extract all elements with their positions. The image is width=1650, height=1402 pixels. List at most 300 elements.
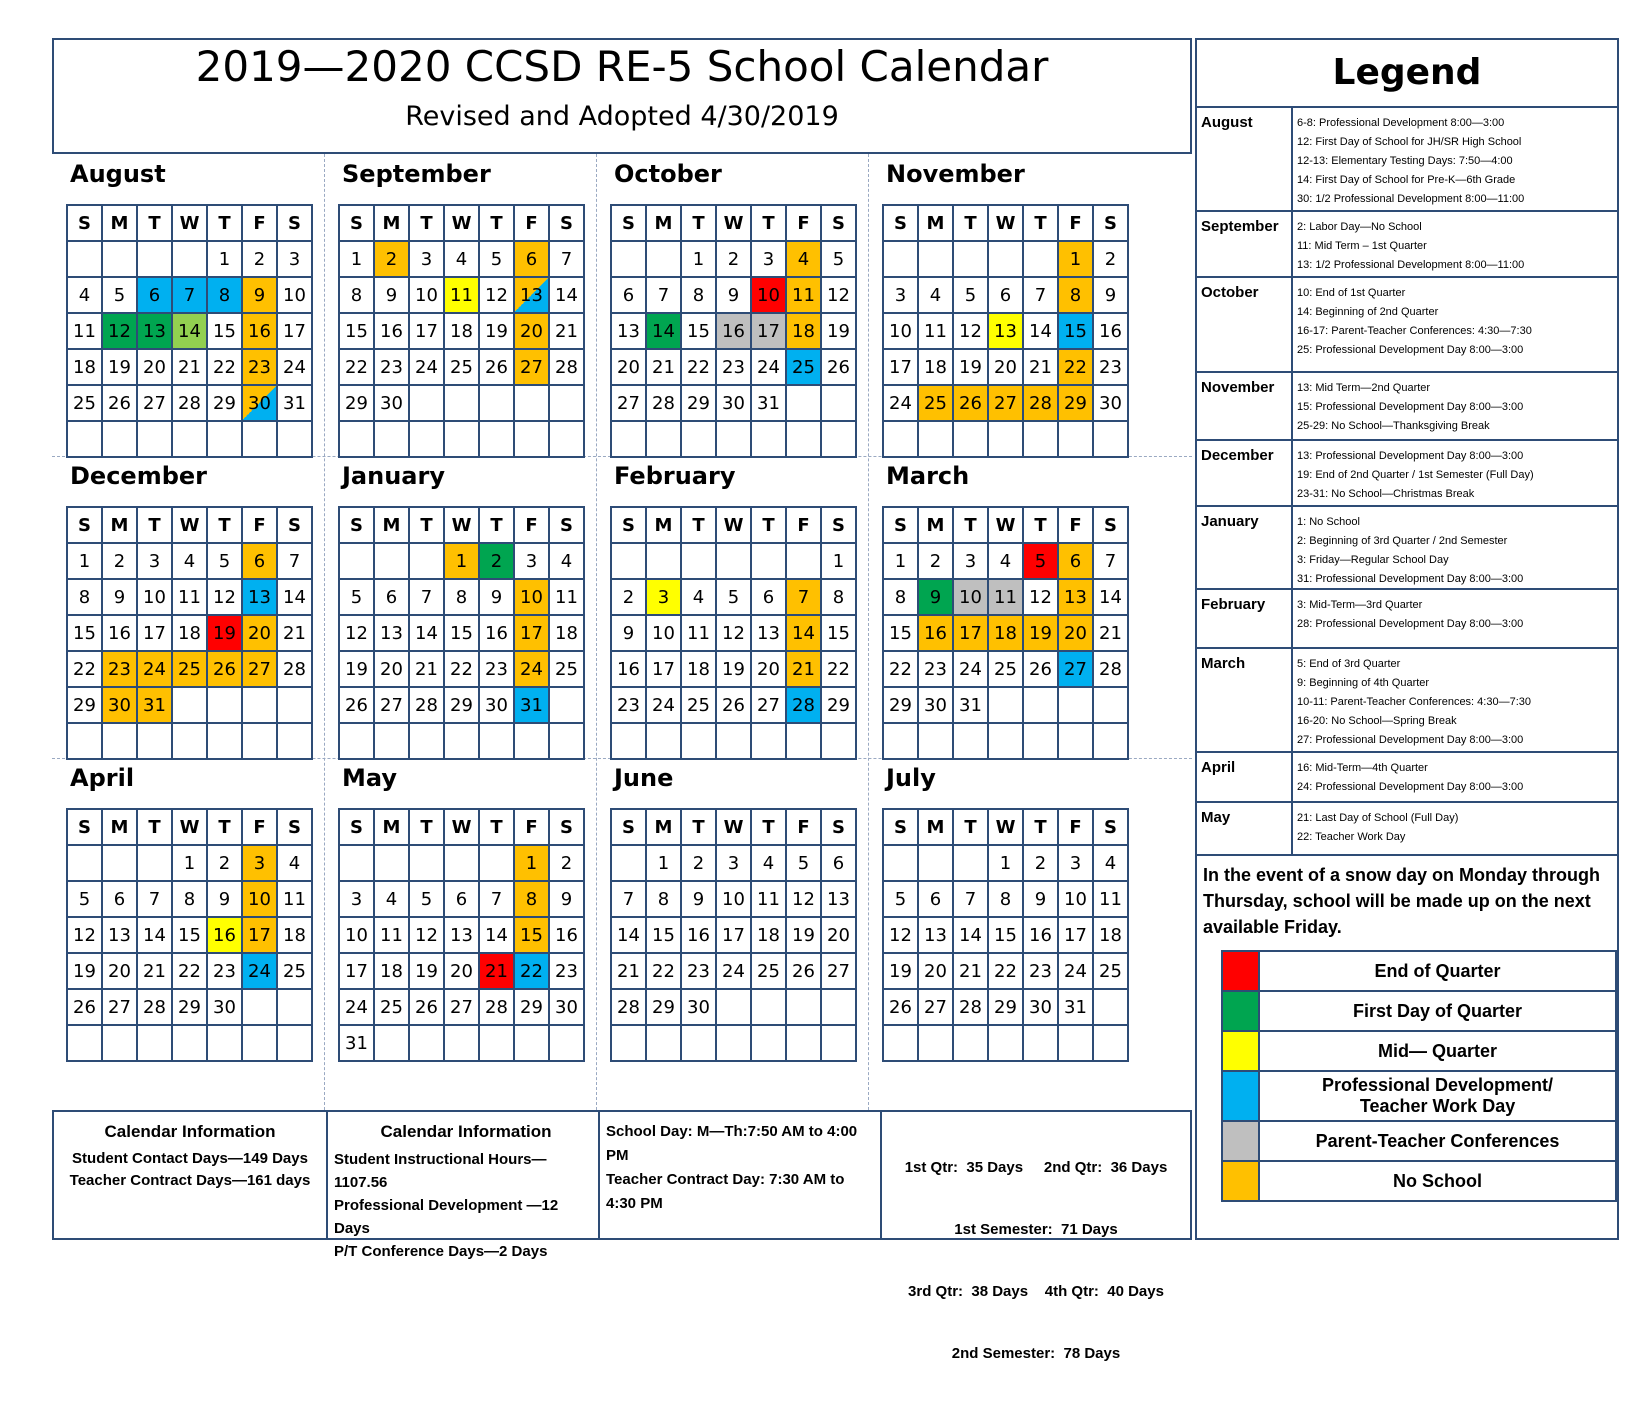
- empty-cell: [918, 845, 953, 881]
- day-cell: 22: [988, 953, 1023, 989]
- empty-cell: [207, 421, 242, 457]
- day-cell: 26: [821, 349, 856, 385]
- day-cell: 28: [611, 989, 646, 1025]
- day-cell: 12: [1023, 579, 1058, 615]
- empty-cell: [549, 385, 584, 421]
- legend-divider: [1291, 649, 1293, 751]
- empty-cell: [67, 241, 102, 277]
- weekday-label: S: [883, 809, 918, 845]
- day-cell: 26: [883, 989, 918, 1025]
- day-cell: 21: [611, 953, 646, 989]
- weekday-header-row: [67, 809, 312, 845]
- weekday-label: S: [821, 809, 856, 845]
- empty-cell: [716, 989, 751, 1025]
- empty-cell: [172, 1025, 207, 1061]
- day-cell: 28: [137, 989, 172, 1025]
- empty-cell: [751, 421, 786, 457]
- day-cell: 26: [1023, 651, 1058, 687]
- day-cell: 30: [918, 687, 953, 723]
- empty-cell: [1023, 723, 1058, 759]
- empty-cell: [918, 421, 953, 457]
- empty-cell: [988, 1025, 1023, 1061]
- day-cell: 31: [137, 687, 172, 723]
- key-row: [1222, 1071, 1616, 1121]
- day-cell: 27: [611, 385, 646, 421]
- month-october: [596, 154, 868, 456]
- month-calendar: [882, 808, 1129, 1062]
- week-row: [611, 953, 856, 989]
- day-cell: 11: [918, 313, 953, 349]
- day-cell: 14: [1093, 579, 1128, 615]
- empty-cell: [409, 385, 444, 421]
- empty-cell: [549, 723, 584, 759]
- legend-event: 22: Teacher Work Day: [1297, 831, 1406, 843]
- day-cell: 9: [207, 881, 242, 917]
- month-name: October: [614, 160, 722, 188]
- day-cell: 21: [953, 953, 988, 989]
- week-row: [67, 723, 312, 759]
- legend-events: [1297, 809, 1458, 847]
- day-cell: 24: [339, 989, 374, 1025]
- day-cell: 9: [1093, 277, 1128, 313]
- empty-cell: [137, 1025, 172, 1061]
- month-march: [868, 456, 1192, 758]
- empty-cell: [514, 723, 549, 759]
- day-cell: 20: [988, 349, 1023, 385]
- day-cell: 6: [821, 845, 856, 881]
- day-cell: 10: [716, 881, 751, 917]
- day-cell: 31: [1058, 989, 1093, 1025]
- day-cell: 18: [444, 313, 479, 349]
- day-cell: 14: [1023, 313, 1058, 349]
- weekday-label: S: [1093, 809, 1128, 845]
- key-swatch: [1222, 1071, 1259, 1121]
- week-row: [339, 421, 584, 457]
- day-cell: 4: [374, 881, 409, 917]
- week-row: [67, 845, 312, 881]
- week-row: [67, 881, 312, 917]
- empty-cell: [953, 1025, 988, 1061]
- day-cell: 16: [918, 615, 953, 651]
- day-cell: 29: [207, 385, 242, 421]
- legend-event: 16-20: No School—Spring Break: [1297, 715, 1457, 727]
- week-row: [67, 651, 312, 687]
- legend-divider: [1291, 507, 1293, 588]
- legend-month: March: [1201, 655, 1246, 672]
- day-cell: 18: [549, 615, 584, 651]
- key-row: [1222, 951, 1616, 991]
- key-row: [1222, 1031, 1616, 1071]
- day-cell: 9: [102, 579, 137, 615]
- day-cell: 13: [1058, 579, 1093, 615]
- day-cell: 9: [479, 579, 514, 615]
- empty-cell: [374, 1025, 409, 1061]
- week-row: [67, 953, 312, 989]
- empty-cell: [479, 845, 514, 881]
- empty-cell: [409, 1025, 444, 1061]
- day-cell: 15: [67, 615, 102, 651]
- day-cell: 26: [409, 989, 444, 1025]
- empty-cell: [1023, 421, 1058, 457]
- day-cell: 26: [716, 687, 751, 723]
- day-cell: 8: [514, 881, 549, 917]
- week-row: [611, 845, 856, 881]
- weekday-label: T: [1023, 507, 1058, 543]
- weekday-header-row: [883, 205, 1128, 241]
- day-cell: 18: [988, 615, 1023, 651]
- quarter-days-info: [880, 1112, 1190, 1362]
- week-row: [339, 845, 584, 881]
- day-cell: 13: [102, 917, 137, 953]
- empty-cell: [102, 421, 137, 457]
- day-cell: 14: [479, 917, 514, 953]
- legend-event: 6-8: Professional Development 8:00—3:00: [1297, 117, 1505, 129]
- day-cell: 3: [751, 241, 786, 277]
- empty-cell: [514, 385, 549, 421]
- week-row: [883, 1025, 1128, 1061]
- legend-events: [1297, 513, 1523, 589]
- day-cell: 17: [137, 615, 172, 651]
- week-row: [67, 277, 312, 313]
- legend-divider: [1291, 590, 1293, 647]
- day-cell: 11: [67, 313, 102, 349]
- day-cell: 7: [172, 277, 207, 313]
- page-title: 2019—2020 CCSD RE-5 School Calendar: [195, 42, 1049, 91]
- day-cell: 29: [67, 687, 102, 723]
- day-cell: 7: [1093, 543, 1128, 579]
- day-cell: 6: [988, 277, 1023, 313]
- day-cell: 20: [821, 917, 856, 953]
- month-calendar: [882, 506, 1129, 760]
- day-cell: 30: [242, 385, 277, 421]
- day-cell: 29: [883, 687, 918, 723]
- weekday-label: S: [1093, 507, 1128, 543]
- day-cell: 24: [409, 349, 444, 385]
- weekday-label: F: [514, 205, 549, 241]
- legend-event: 1: No School: [1297, 516, 1360, 528]
- empty-cell: [821, 1025, 856, 1061]
- info-line: Student Instructional Hours—1107.56: [334, 1151, 547, 1191]
- day-cell: 1: [988, 845, 1023, 881]
- legend-divider: [1291, 441, 1293, 505]
- day-cell: 29: [444, 687, 479, 723]
- legend-event: 9: Beginning of 4th Quarter: [1297, 677, 1430, 689]
- day-cell: 8: [207, 277, 242, 313]
- calendar-info-bar: [52, 1110, 1192, 1362]
- day-cell: 8: [681, 277, 716, 313]
- weekday-label: S: [549, 809, 584, 845]
- legend-event: 23-31: No School—Christmas Break: [1297, 488, 1475, 500]
- day-cell: 28: [953, 989, 988, 1025]
- day-cell: 27: [1058, 651, 1093, 687]
- week-row: [883, 615, 1128, 651]
- day-cell: 24: [883, 385, 918, 421]
- legend-event: 10: End of 1st Quarter: [1297, 287, 1406, 299]
- day-cell: 17: [646, 651, 681, 687]
- weekday-header-row: [611, 507, 856, 543]
- legend-event: 15: Professional Development Day 8:00—3:00: [1297, 401, 1524, 413]
- day-cell: 1: [207, 241, 242, 277]
- day-cell: 1: [172, 845, 207, 881]
- empty-cell: [479, 421, 514, 457]
- empty-cell: [646, 241, 681, 277]
- day-cell: 18: [277, 917, 312, 953]
- day-cell: 23: [207, 953, 242, 989]
- day-cell: 13: [821, 881, 856, 917]
- day-cell: 16: [242, 313, 277, 349]
- empty-cell: [67, 1025, 102, 1061]
- empty-cell: [611, 723, 646, 759]
- day-cell: 6: [242, 543, 277, 579]
- day-cell: 1: [821, 543, 856, 579]
- day-cell: 17: [716, 917, 751, 953]
- weekday-label: T: [953, 809, 988, 845]
- empty-cell: [1093, 1025, 1128, 1061]
- week-row: [883, 385, 1128, 421]
- day-cell: 17: [751, 313, 786, 349]
- empty-cell: [444, 1025, 479, 1061]
- day-cell: 29: [821, 687, 856, 723]
- day-cell: 29: [988, 989, 1023, 1025]
- day-cell: 7: [646, 277, 681, 313]
- legend-divider: [1291, 803, 1293, 854]
- day-cell: 17: [514, 615, 549, 651]
- day-cell: 10: [1058, 881, 1093, 917]
- weekday-label: T: [681, 507, 716, 543]
- day-cell: 16: [716, 313, 751, 349]
- week-row: [883, 421, 1128, 457]
- day-cell: 25: [988, 651, 1023, 687]
- day-cell: 22: [883, 651, 918, 687]
- legend-event: 2: Beginning of 3rd Quarter / 2nd Semester: [1297, 535, 1508, 547]
- day-cell: 7: [549, 241, 584, 277]
- day-cell: 7: [277, 543, 312, 579]
- day-cell: 21: [1093, 615, 1128, 651]
- day-cell: 5: [821, 241, 856, 277]
- empty-cell: [339, 543, 374, 579]
- weekday-label: W: [172, 205, 207, 241]
- day-cell: 12: [716, 615, 751, 651]
- empty-cell: [1023, 687, 1058, 723]
- weekday-label: W: [172, 809, 207, 845]
- month-calendar: [610, 808, 857, 1062]
- legend-month: August: [1201, 114, 1253, 131]
- week-row: [339, 723, 584, 759]
- legend-event: 5: End of 3rd Quarter: [1297, 658, 1401, 670]
- legend-month: May: [1201, 809, 1231, 826]
- day-cell: 25: [172, 651, 207, 687]
- week-row: [611, 615, 856, 651]
- day-cell: 3: [1058, 845, 1093, 881]
- key-row: [1222, 1161, 1616, 1201]
- day-cell: 12: [786, 881, 821, 917]
- day-cell: 23: [1093, 349, 1128, 385]
- day-cell: 25: [549, 651, 584, 687]
- day-cell: 2: [549, 845, 584, 881]
- day-cell: 28: [277, 651, 312, 687]
- empty-cell: [953, 241, 988, 277]
- day-cell: 5: [1023, 543, 1058, 579]
- day-cell: 5: [409, 881, 444, 917]
- week-row: [67, 579, 312, 615]
- weekday-label: W: [444, 507, 479, 543]
- weekday-label: M: [646, 809, 681, 845]
- day-cell: 4: [681, 579, 716, 615]
- legend-event: 13: Mid Term—2nd Quarter: [1297, 382, 1431, 394]
- empty-cell: [242, 421, 277, 457]
- day-cell: 13: [137, 313, 172, 349]
- day-cell: 27: [514, 349, 549, 385]
- week-row: [611, 349, 856, 385]
- day-cell: 28: [1093, 651, 1128, 687]
- key-label: End of Quarter: [1259, 951, 1616, 991]
- day-cell: 23: [681, 953, 716, 989]
- day-cell: 24: [137, 651, 172, 687]
- info-line: 1st Qtr: 35 Days 2nd Qtr: 36 Days: [904, 1159, 1168, 1176]
- empty-cell: [918, 1025, 953, 1061]
- day-cell: 20: [137, 349, 172, 385]
- day-cell: 27: [918, 989, 953, 1025]
- day-cell: 9: [1023, 881, 1058, 917]
- weekday-label: S: [821, 205, 856, 241]
- empty-cell: [207, 687, 242, 723]
- day-cell: 11: [751, 881, 786, 917]
- day-cell: 3: [339, 881, 374, 917]
- month-name: November: [886, 160, 1025, 188]
- weekday-label: M: [918, 507, 953, 543]
- day-cell: 29: [681, 385, 716, 421]
- day-cell: 5: [716, 579, 751, 615]
- calendar-info-2: [326, 1112, 598, 1260]
- day-cell: 8: [339, 277, 374, 313]
- weekday-label: T: [681, 205, 716, 241]
- week-row: [339, 917, 584, 953]
- empty-cell: [242, 1025, 277, 1061]
- day-cell: 28: [549, 349, 584, 385]
- weekday-label: S: [611, 205, 646, 241]
- legend-event: 12: First Day of School for JH/SR High School: [1297, 136, 1522, 148]
- week-row: [339, 241, 584, 277]
- day-cell: 12: [339, 615, 374, 651]
- day-cell: 10: [409, 277, 444, 313]
- empty-cell: [277, 723, 312, 759]
- legend-divider: [1291, 278, 1293, 371]
- day-cell: 23: [102, 651, 137, 687]
- legend-events: [1297, 218, 1524, 275]
- day-cell: 11: [681, 615, 716, 651]
- day-cell: 22: [681, 349, 716, 385]
- day-cell: 1: [681, 241, 716, 277]
- day-cell: 10: [277, 277, 312, 313]
- day-cell: 8: [172, 881, 207, 917]
- week-row: [611, 543, 856, 579]
- week-row: [611, 651, 856, 687]
- info-line: School Day: M—Th:7:50 AM to 4:00 PM: [606, 1123, 858, 1164]
- weekday-label: W: [716, 507, 751, 543]
- legend-events: [1297, 759, 1523, 797]
- day-cell: 16: [611, 651, 646, 687]
- weekday-label: M: [102, 205, 137, 241]
- empty-cell: [549, 687, 584, 723]
- day-cell: 22: [207, 349, 242, 385]
- weekday-label: S: [67, 507, 102, 543]
- legend-events: [1297, 447, 1534, 504]
- info-heading: Calendar Information: [380, 1122, 552, 1141]
- empty-cell: [277, 1025, 312, 1061]
- empty-cell: [277, 989, 312, 1025]
- day-cell: 4: [549, 543, 584, 579]
- weekday-label: T: [137, 809, 172, 845]
- day-cell: 1: [1058, 241, 1093, 277]
- day-cell: 2: [207, 845, 242, 881]
- key-label: First Day of Quarter: [1259, 991, 1616, 1031]
- empty-cell: [1093, 989, 1128, 1025]
- week-row: [339, 277, 584, 313]
- day-cell: 4: [277, 845, 312, 881]
- day-cell: 21: [137, 953, 172, 989]
- day-cell: 2: [479, 543, 514, 579]
- day-cell: 25: [444, 349, 479, 385]
- day-cell: 20: [514, 313, 549, 349]
- legend-row-september: [1197, 212, 1617, 278]
- weekday-label: S: [611, 507, 646, 543]
- empty-cell: [444, 421, 479, 457]
- weekday-label: T: [953, 507, 988, 543]
- empty-cell: [172, 723, 207, 759]
- day-cell: 15: [444, 615, 479, 651]
- empty-cell: [514, 421, 549, 457]
- day-cell: 29: [1058, 385, 1093, 421]
- week-row: [339, 651, 584, 687]
- empty-cell: [137, 723, 172, 759]
- day-cell: 18: [918, 349, 953, 385]
- day-cell: 2: [681, 845, 716, 881]
- weekday-label: F: [242, 809, 277, 845]
- legend-events: [1297, 596, 1523, 634]
- week-row: [883, 845, 1128, 881]
- day-cell: 24: [953, 651, 988, 687]
- week-row: [67, 241, 312, 277]
- day-cell: 17: [953, 615, 988, 651]
- week-row: [67, 421, 312, 457]
- weekday-header-row: [611, 809, 856, 845]
- day-cell: 11: [1093, 881, 1128, 917]
- legend-event: 13: 1/2 Professional Development 8:00—11:00: [1297, 259, 1525, 271]
- day-cell: 4: [988, 543, 1023, 579]
- day-cell: 28: [172, 385, 207, 421]
- weekday-label: T: [137, 205, 172, 241]
- empty-cell: [1058, 421, 1093, 457]
- weekday-label: M: [374, 507, 409, 543]
- empty-cell: [786, 989, 821, 1025]
- key-swatch: [1222, 951, 1259, 991]
- day-cell: 19: [102, 349, 137, 385]
- info-line: Teacher Contract Day: 7:30 AM to: [606, 1171, 845, 1188]
- day-cell: 21: [549, 313, 584, 349]
- empty-cell: [409, 543, 444, 579]
- day-cell: 28: [786, 687, 821, 723]
- empty-cell: [444, 845, 479, 881]
- empty-cell: [374, 723, 409, 759]
- day-cell: 30: [479, 687, 514, 723]
- month-december: [52, 456, 324, 758]
- weekday-label: T: [409, 809, 444, 845]
- day-cell: 24: [242, 953, 277, 989]
- empty-cell: [953, 421, 988, 457]
- weekday-label: S: [611, 809, 646, 845]
- weekday-label: T: [409, 507, 444, 543]
- week-row: [67, 615, 312, 651]
